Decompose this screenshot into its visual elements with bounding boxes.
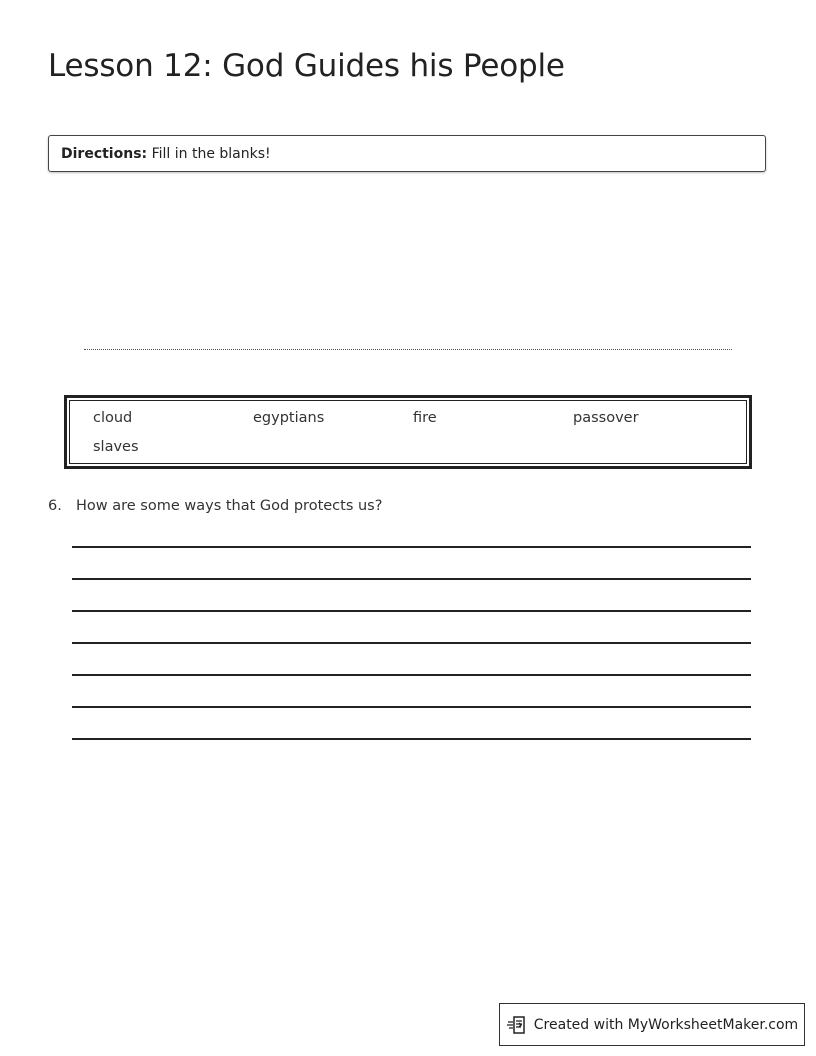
question-6 bbox=[48, 498, 382, 514]
answer-line[interactable] bbox=[72, 738, 751, 740]
answer-line[interactable] bbox=[72, 578, 751, 580]
footer-badge[interactable] bbox=[499, 1003, 805, 1046]
worksheet-maker-logo-icon bbox=[506, 1014, 528, 1036]
answer-line[interactable] bbox=[72, 674, 751, 676]
answer-line[interactable] bbox=[72, 610, 751, 612]
word-bank-item: passover bbox=[573, 410, 639, 426]
word-bank-item: egyptians bbox=[253, 410, 325, 426]
word-bank-item: fire bbox=[413, 410, 437, 426]
word-bank-item: cloud bbox=[93, 410, 133, 426]
answer-line[interactable] bbox=[72, 546, 751, 548]
word-bank-item: slaves bbox=[93, 439, 139, 455]
word-bank-inner-border bbox=[69, 400, 747, 464]
answer-line[interactable] bbox=[72, 642, 751, 644]
question-number: 6. bbox=[48, 498, 62, 514]
footer-text: Created with MyWorksheetMaker.com bbox=[533, 1016, 799, 1033]
word-bank bbox=[64, 395, 752, 469]
directions-label: Directions: bbox=[61, 146, 148, 162]
directions-box bbox=[48, 135, 766, 172]
page-title: Lesson 12: God Guides his People bbox=[48, 48, 565, 84]
question-text: How are some ways that God protects us? bbox=[76, 498, 383, 514]
answer-line[interactable] bbox=[72, 706, 751, 708]
fill-in-dotted-line bbox=[84, 349, 732, 350]
directions-text: Fill in the blanks! bbox=[151, 146, 271, 162]
